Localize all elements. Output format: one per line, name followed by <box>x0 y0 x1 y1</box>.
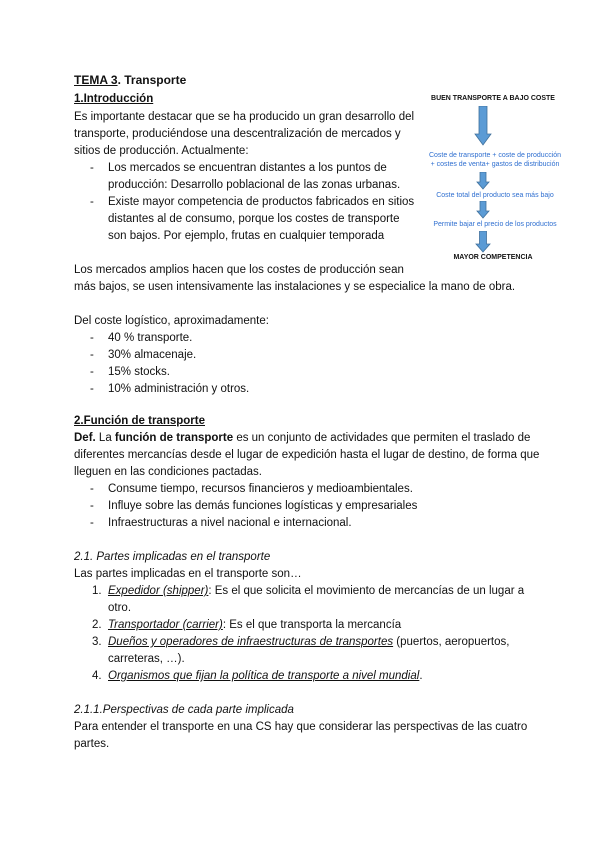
section-2-1-heading: 2.1. Partes implicadas en el transporte <box>74 551 271 563</box>
cost-item-stocks: 15% stocks. <box>108 366 170 378</box>
bullet-dash: - <box>90 162 94 174</box>
markets-line-1: Los mercados amplios hacen que los costes de producción sean <box>74 264 404 276</box>
diagram-step-1-line-1: Coste de transporte + coste de producción <box>428 152 562 159</box>
bullet-dash: - <box>90 332 94 344</box>
parties-intro: Las partes implicadas en el transporte son… <box>74 568 302 580</box>
definition-text: es un conjunto de actividades que permiten el traslado de <box>233 432 531 444</box>
down-arrow-icon <box>474 106 492 146</box>
party-3-number: 3. <box>92 636 102 648</box>
party-4-text: . <box>419 670 423 682</box>
definition-line-3: lleguen en las condiciones pactadas. <box>74 466 262 478</box>
intro-line-3: sitios de producción. Actualmente: <box>74 145 249 157</box>
title-rest: . Transporte <box>117 73 187 87</box>
party-4-label: Organismos que fijan la política de transporte a nivel mundial <box>108 670 420 682</box>
party-3-line-1 <box>108 635 509 650</box>
cost-intro: Del coste logístico, aproximadamente: <box>74 315 269 327</box>
function-bullet-1: Consume tiempo, recursos financieros y medioambientales. <box>108 483 413 495</box>
perspectives-line-1: Para entender el transporte en una CS hay que considerar las perspectivas de las cuatro <box>74 721 528 733</box>
bullet-dash: - <box>90 366 94 378</box>
function-bullet-2: Influye sobre las demás funciones logísticas y empresariales <box>108 500 418 512</box>
party-1-number: 1. <box>92 585 102 597</box>
bullet-dash: - <box>90 196 94 208</box>
perspectives-line-2: partes. <box>74 738 110 750</box>
down-arrow-icon <box>475 231 491 253</box>
party-4-number: 4. <box>92 670 102 682</box>
party-2-label: Transportador (carrier) <box>108 619 223 631</box>
cost-item-transport: 40 % transporte. <box>108 332 193 344</box>
document-title <box>74 73 186 88</box>
intro-bullet-2-line-2: distantes al de consumo, porque los costes de transporte <box>108 213 400 225</box>
party-2-line-1 <box>108 618 401 633</box>
party-4-line-1 <box>108 669 423 684</box>
party-3-label: Dueños y operadores de infraestructuras de transportes <box>108 636 394 648</box>
intro-bullet-2-line-1: Existe mayor competencia de productos fabricados en sitios <box>108 196 415 208</box>
diagram-step-2: Coste total del producto sea más bajo <box>436 192 554 199</box>
party-1-text: : Es el que solicita el movimiento de mercancías de un lugar a <box>208 585 525 597</box>
intro-bullet-1-line-1: Los mercados se encuentran distantes a los puntos de <box>108 162 387 174</box>
party-2-number: 2. <box>92 619 102 631</box>
party-1-line-1 <box>108 584 524 599</box>
cost-item-storage: 30% almacenaje. <box>108 349 197 361</box>
definition-label: Def. <box>74 432 96 444</box>
party-2-text: : Es el que transporta la mercancía <box>222 619 402 631</box>
definition-text: La <box>95 432 115 444</box>
bullet-dash: - <box>90 483 94 495</box>
definition-line-2: diferentes mercancías desde el lugar de expedición hasta el lugar de destino, de forma que <box>74 449 540 461</box>
function-bullet-3: Infraestructuras a nivel nacional e internacional. <box>108 517 352 529</box>
down-arrow-icon <box>476 201 490 219</box>
bullet-dash: - <box>90 383 94 395</box>
diagram-title: BUEN TRANSPORTE A BAJO COSTE <box>431 95 555 102</box>
section-1-heading: 1.Introducción <box>74 93 154 105</box>
intro-bullet-2-line-3: son bajos. Por ejemplo, frutas en cualquier temporada <box>108 230 385 242</box>
intro-bullet-1-line-2: producción: Desarrollo poblacional de las zonas urbanas. <box>108 179 401 191</box>
markets-line-2: más bajos, se usen intensivamente las instalaciones y se especialice la mano de obra. <box>74 281 516 293</box>
bullet-dash: - <box>90 517 94 529</box>
definition-term: función de transporte <box>114 432 234 444</box>
down-arrow-icon <box>476 172 490 190</box>
intro-line-1: Es importante destacar que se ha producido un gran desarrollo del <box>74 111 415 123</box>
title-prefix: TEMA 3 <box>74 73 118 87</box>
bullet-dash: - <box>90 349 94 361</box>
diagram-step-3: Permite bajar el precio de los productos <box>433 221 557 228</box>
party-3-text: (puertos, aeropuertos, <box>393 636 510 648</box>
party-3-line-2: carreteras, …). <box>108 653 185 665</box>
section-2-1-1-heading: 2.1.1.Perspectivas de cada parte implicada <box>74 704 294 716</box>
party-1-label: Expedidor (shipper) <box>108 585 209 597</box>
bullet-dash: - <box>90 500 94 512</box>
definition-line-1 <box>74 431 530 446</box>
diagram-final: MAYOR COMPETENCIA <box>453 254 533 261</box>
section-2-heading: 2.Función de transporte <box>74 415 205 427</box>
intro-line-2: transporte, produciéndose una descentralización de mercados y <box>74 128 401 140</box>
diagram-step-1-line-2: + costes de venta+ gastos de distribución <box>430 161 560 168</box>
party-1-line-2: otro. <box>108 602 132 614</box>
cost-item-admin: 10% administración y otros. <box>108 383 250 395</box>
